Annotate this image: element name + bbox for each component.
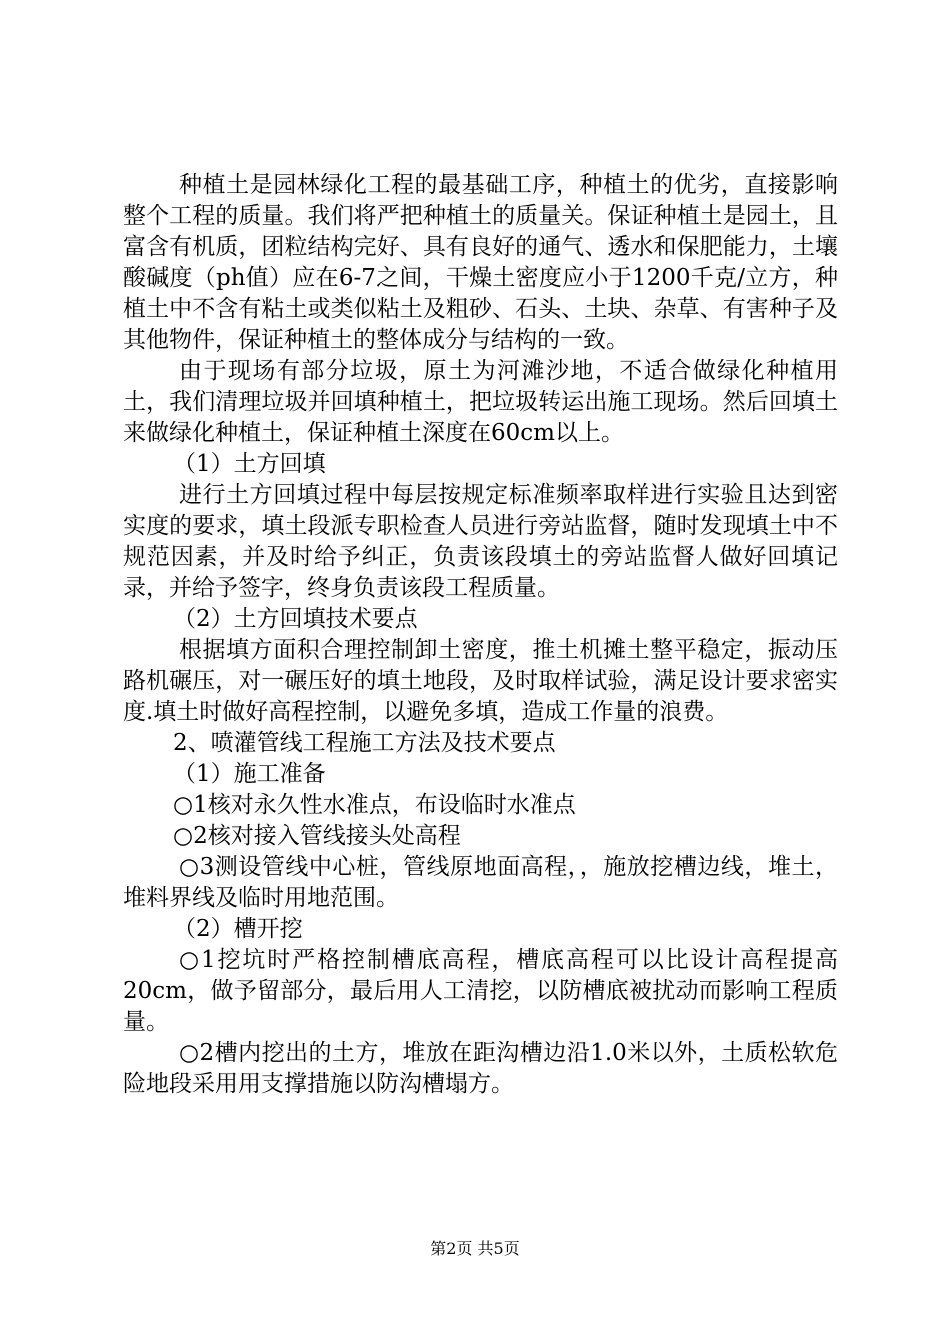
- document-body: [123, 170, 838, 1100]
- list-item-prep-2: ○2核对接入管线接头处高程: [173, 823, 461, 849]
- paragraph-planting-soil: 种植土是园林绿化工程的最基础工序，种植土的优劣，直接影响整个工程的质量。我们将严把种植土的质量关。保证种植土是园土，且富含有机质，团粒结构完好、具有良好的通气、透水和保肥能力，土壤酸碱度（ph值）应在6-7之间，干燥土密度应小于1200千克/立方，种植土中不含有粘土或类似粘土及粗砂、石头、土块、杂草、有害种子及其他物件，保证种植土的整体成分与结构的一致。: [123, 172, 838, 353]
- heading-backfill-key-points: （2）土方回填技术要点: [173, 606, 418, 632]
- heading-trench-excavation: （2）槽开挖: [173, 916, 303, 942]
- list-item-excavation-2: ○2槽内挖出的土方，堆放在距沟槽边沿1.0米以外，土质松软危险地段采用用支撑措施以防沟槽塌方。: [123, 1040, 838, 1097]
- heading-construction-prep: （1）施工准备: [173, 761, 326, 787]
- list-item-excavation-1: ○1挖坑时严格控制槽底高程，槽底高程可以比设计高程提高20cm，做予留部分，最后用人工清挖，以防槽底被扰动而影响工程质量。: [123, 947, 838, 1035]
- page-number-footer: 第2页 共5页: [430, 1239, 520, 1258]
- list-item-prep-3: ○3测设管线中心桩，管线原地面高程，，施放挖槽边线，堆土，堆料界线及临时用地范围。: [123, 854, 838, 911]
- heading-irrigation-pipeline: 2、喷灌管线工程施工方法及技术要点: [173, 730, 556, 756]
- paragraph-backfill-key-points: 根据填方面积合理控制卸土密度，推土机摊土整平稳定，振动压路机碾压，对一碾压好的填土地段，及时取样试验，满足设计要求密实度.填土时做好高程控制，以避免多填，造成工作量的浪费。: [123, 637, 838, 725]
- list-item-prep-1: ○1核对永久性水准点，布设临时水准点: [173, 792, 576, 818]
- heading-earth-backfill: （1）土方回填: [173, 451, 326, 477]
- paragraph-backfill-process: 进行土方回填过程中每层按规定标准频率取样进行实验且达到密实度的要求，填土段派专职检查人员进行旁站监督，随时发现填土中不规范因素，并及时给予纠正，负责该段填土的旁站监督人做好回填记录，并给予签字，终身负责该段工程质量。: [123, 482, 838, 601]
- paragraph-site-cleanup: 由于现场有部分垃圾，原土为河滩沙地，不适合做绿化种植用土，我们清理垃圾并回填种植土，把垃圾转运出施工现场。然后回填土来做绿化种植土，保证种植土深度在60cm以上。: [123, 358, 838, 446]
